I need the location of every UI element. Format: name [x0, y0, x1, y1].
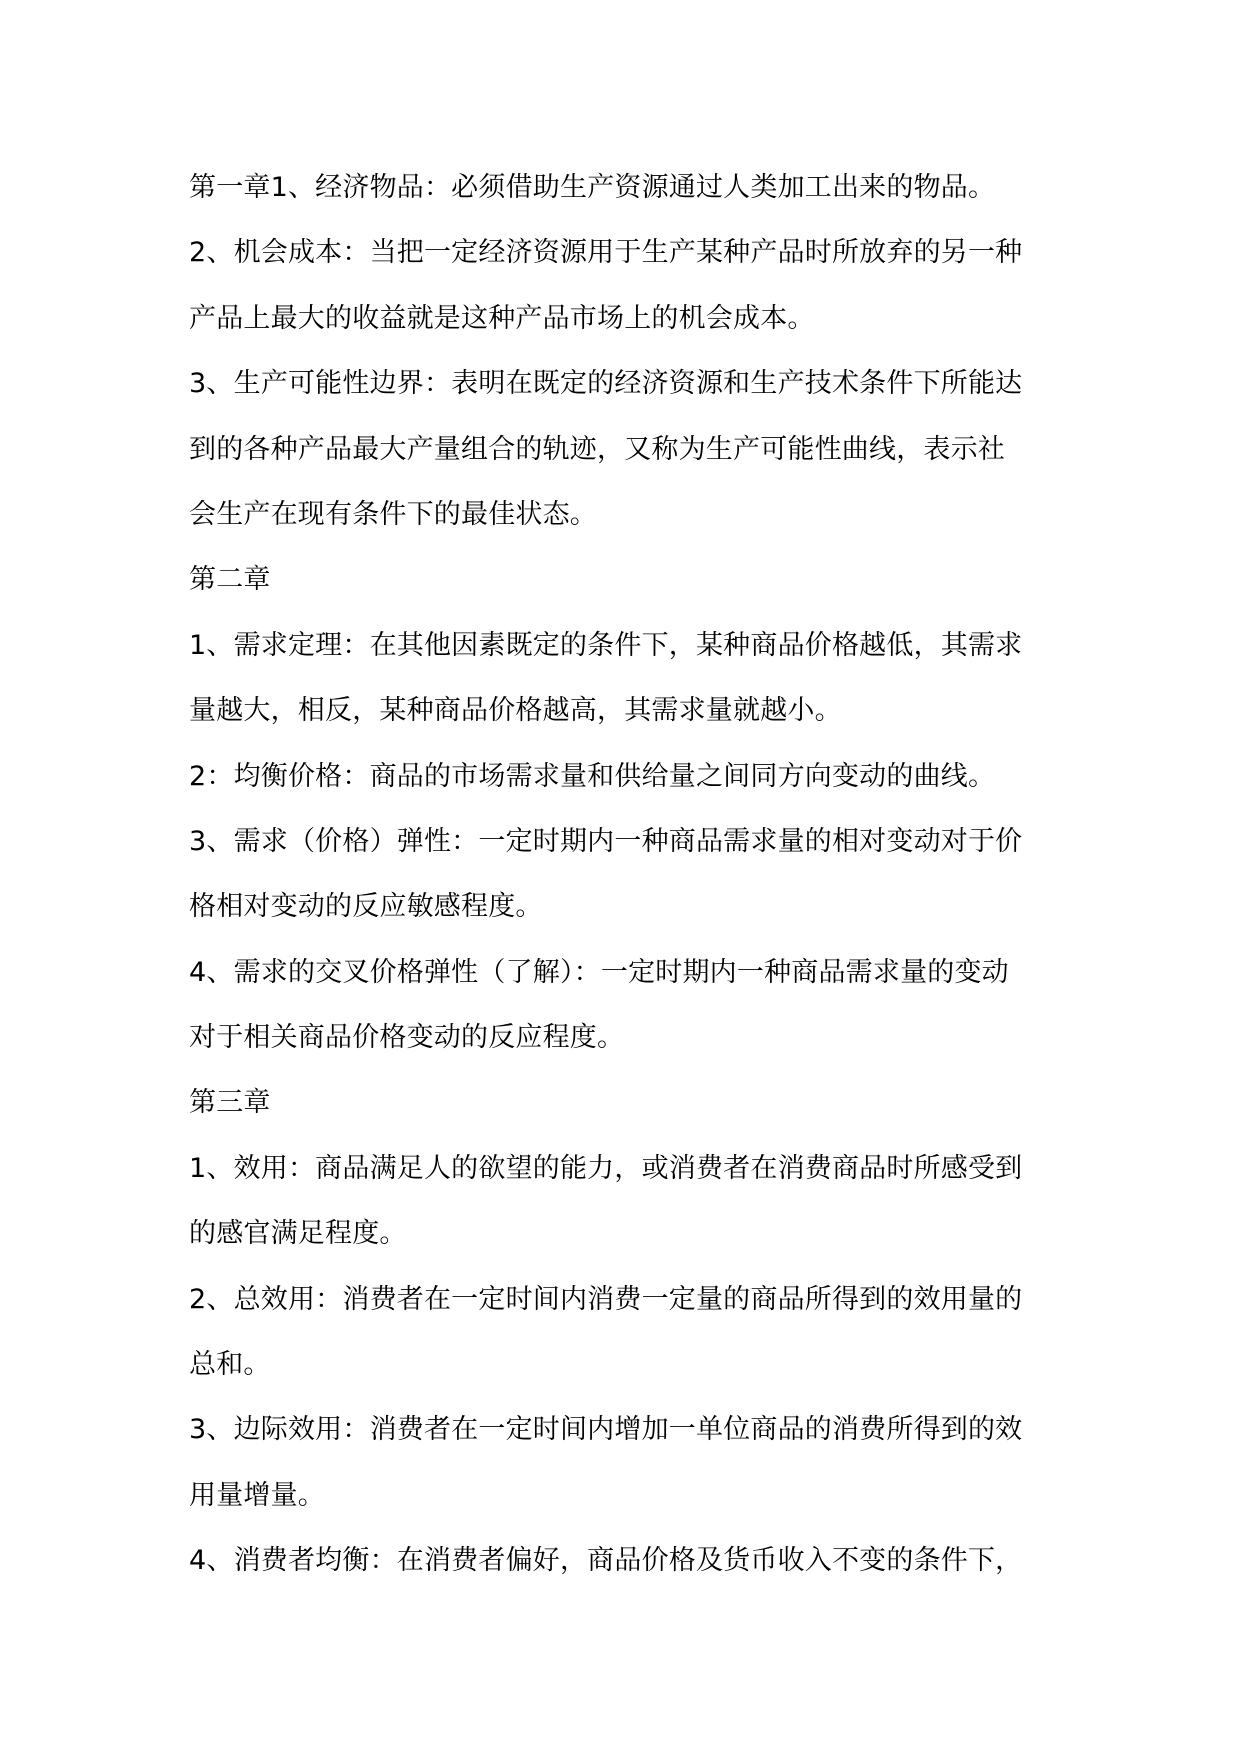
text-line: 到的各种产品最大产量组合的轨迹，又称为生产可能性曲线，表示社: [189, 433, 1005, 465]
text-line: 1、效用：商品满足人的欲望的能力，或消费者在消费商品时所感受到: [189, 1152, 1023, 1184]
text-line: 2、总效用：消费者在一定时间内消费一定量的商品所得到的效用量的: [189, 1283, 1023, 1315]
document-body: [189, 155, 1059, 1594]
text-line: 3、需求（价格）弹性：一定时期内一种商品需求量的相对变动对于价: [189, 825, 1023, 857]
text-line: 3、生产可能性边界：表明在既定的经济资源和生产技术条件下所能达: [189, 368, 1023, 400]
text-line: 会生产在现有条件下的最佳状态。: [189, 498, 597, 530]
text-line: 2：均衡价格：商品的市场需求量和供给量之间同方向变动的曲线。: [189, 760, 996, 792]
text-line: 总和。: [189, 1349, 271, 1381]
chapter-heading: 第三章: [189, 1087, 271, 1119]
text-line: 1、需求定理：在其他因素既定的条件下，某种商品价格越低，其需求: [189, 629, 1023, 661]
text-line: 4、消费者均衡：在消费者偏好，商品价格及货币收入不变的条件下，: [189, 1545, 1023, 1577]
text-line: 4、需求的交叉价格弹性（了解）：一定时期内一种商品需求量的变动: [189, 956, 1009, 988]
text-line: 用量增量。: [189, 1479, 325, 1511]
chapter-heading: 第二章: [189, 564, 271, 596]
text-line: 格相对变动的反应敏感程度。: [189, 891, 543, 923]
text-line: 对于相关商品价格变动的反应程度。: [189, 1022, 625, 1054]
text-line: 2、机会成本：当把一定经济资源用于生产某种产品时所放弃的另一种: [189, 237, 1023, 269]
text-line: 产品上最大的收益就是这种产品市场上的机会成本。: [189, 302, 815, 334]
text-line: 的感官满足程度。: [189, 1218, 407, 1250]
text-line: 第一章1、经济物品：必须借助生产资源通过人类加工出来的物品。: [189, 172, 996, 203]
text-line: 量越大，相反，某种商品价格越高，其需求量就越小。: [189, 695, 842, 727]
text-line: 3、边际效用：消费者在一定时间内增加一单位商品的消费所得到的效: [189, 1414, 1023, 1446]
